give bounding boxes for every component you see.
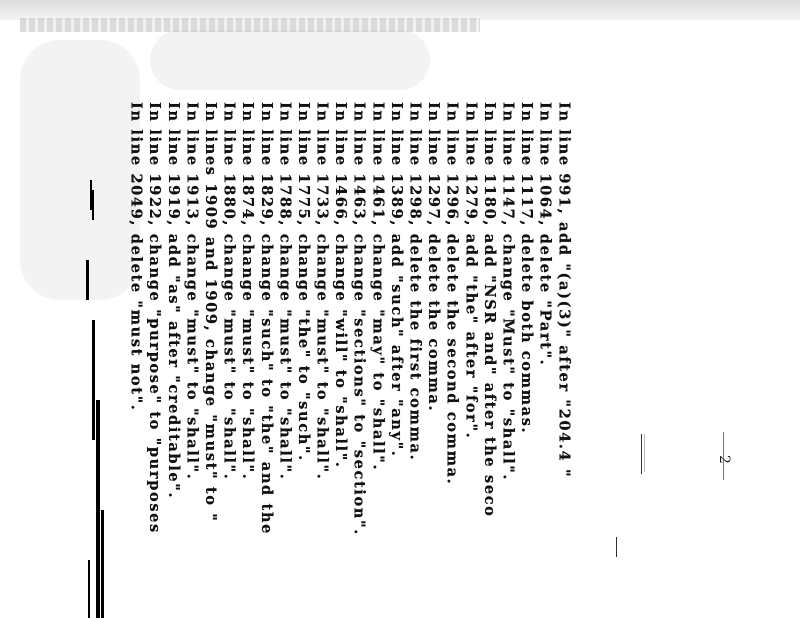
text-line: In line 991, add "(a)(3)" after "204.4 " — [555, 102, 573, 479]
text-line: In line 1788, change "must" to "shall". — [276, 102, 294, 481]
margin-rule — [641, 434, 642, 474]
scan-smudge — [150, 30, 430, 90]
text-line: In line 1463, change "sections" to "section". — [350, 102, 368, 536]
text-line: In lines 1909 and 1909, change "must" to " — [201, 102, 219, 523]
text-line: In line 1298, delete the first comma. — [406, 102, 424, 462]
margin-rule — [616, 537, 617, 557]
text-line: In line 1922, change "purpose" to "purposes — [146, 102, 164, 534]
text-line: In line 1297, delete the comma. — [425, 102, 443, 413]
text-line: In line 1880, change "must" to "shall". — [220, 102, 238, 481]
text-line: In line 2049, delete "must not". — [127, 102, 145, 412]
text-line: In line 1913, change "must" to "shall". — [183, 102, 201, 481]
margin-mark — [92, 190, 94, 220]
margin-rule — [644, 434, 645, 472]
text-line: In line 1829, change "such" to "the" and the — [257, 102, 275, 535]
text-line: In line 1775, change "the" to "such". — [294, 102, 312, 462]
scan-smudge — [20, 40, 140, 300]
text-line: In line 1874, change "must" to "shall". — [239, 102, 257, 481]
scan-header-shadow — [0, 0, 800, 20]
page-number: 2 — [716, 455, 732, 464]
text-line: In line 1180, add "NSR and" after the seco — [480, 102, 498, 518]
text-line: In line 1064, delete "Part". — [536, 102, 554, 367]
corrections-text — [126, 102, 572, 618]
text-line: In line 1466, change "will" to "shall". — [332, 102, 350, 469]
text-line: In line 1117, delete both commas. — [518, 102, 536, 435]
text-line: In line 1296, delete the second comma. — [443, 102, 461, 486]
text-line: In line 1733, change "must" to "shall". — [313, 102, 331, 481]
text-line: In line 1919, add "as" after "creditable". — [164, 102, 182, 500]
text-line: In line 1279, add "the" after "for". — [462, 102, 480, 440]
binding-edge-marks — [86, 180, 106, 618]
text-line: In line 1147, change "Must" to "shall". — [499, 102, 517, 482]
text-line: In line 1461, change "may" to "shall". — [369, 102, 387, 472]
text-line: In line 1389, add "such" after "any". — [387, 102, 405, 458]
